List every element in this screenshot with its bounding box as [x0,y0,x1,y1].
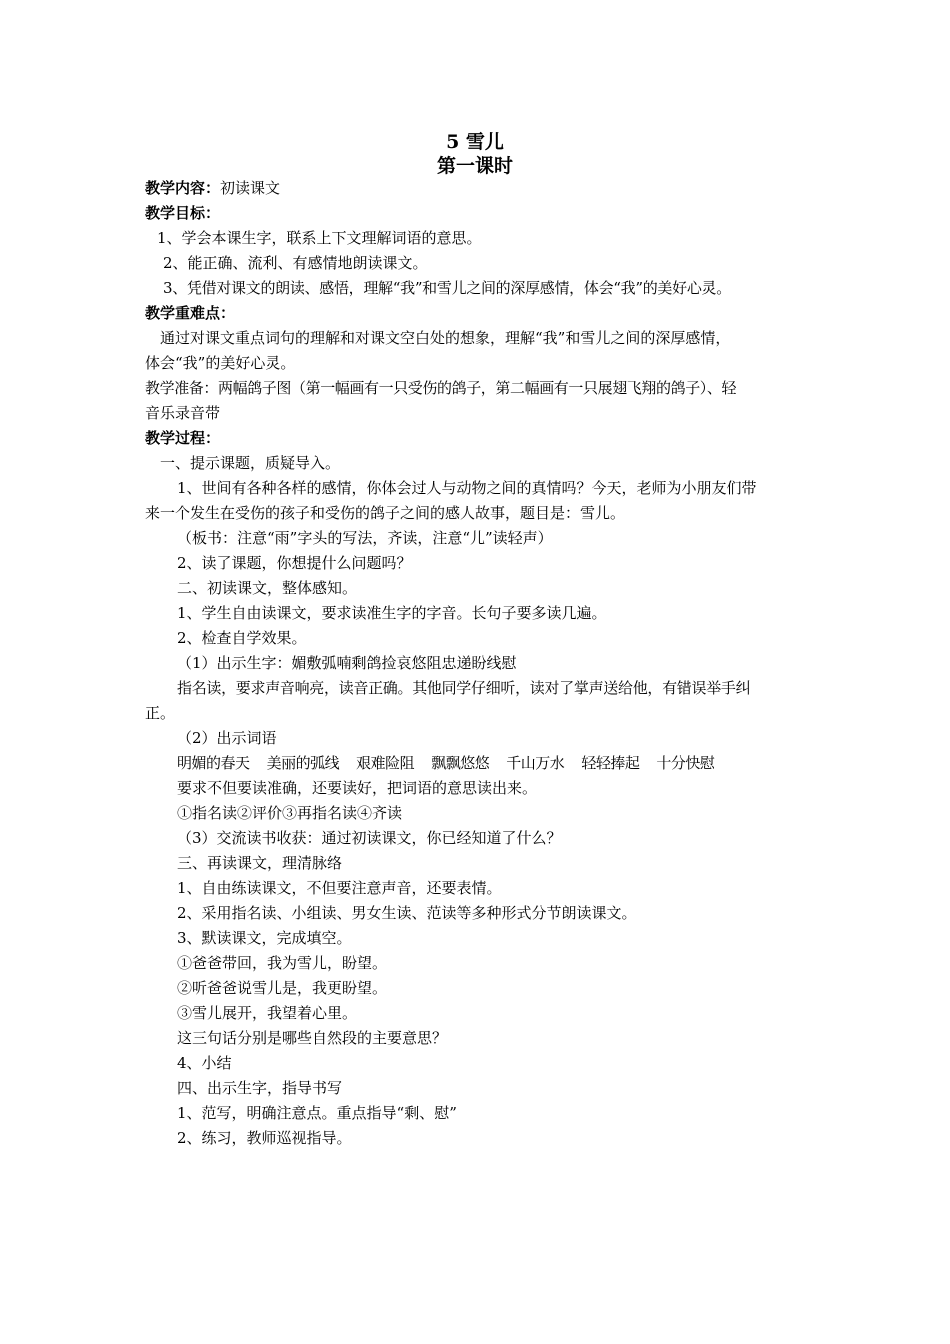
process-line: 1、世间有各种各样的感情，你体会过人与动物之间的真情吗？今天，老师为小朋友们带 [177,479,757,497]
process-line: 1、学生自由读课文，要求读准生字的字音。长句子要多读几遍。 [177,604,607,622]
process-line: 要求不但要读准确，还要读好，把词语的意思读出来。 [177,779,538,797]
process-line: 4、小结 [177,1054,232,1072]
key-points-line-1: 通过对课文重点词句的理解和对课文空白处的想象，理解“我”和雪儿之间的深厚感情， [160,329,731,347]
process-line: 四、出示生字，指导书写 [177,1079,343,1097]
prep-line-1: 教学准备：两幅鸽子图（第一幅画有一只受伤的鸽子，第二幅画有一只展翅飞翔的鸽子）、轻 [145,379,737,397]
process-line: 二、初读课文，整体感知。 [177,579,358,597]
process-line: （1）出示生字：媚敷弧喃剩鸽捡哀悠阻忠递盼线慰 [177,654,517,672]
content-label: 教学内容： [145,179,221,197]
process-line: ③雪儿展开，我望着心里。 [177,1004,358,1022]
process-line: 明媚的春天 美丽的弧线 艰难险阻 飘飘悠悠 千山万水 轻轻捧起 十分快慰 [177,754,715,772]
process-line: 一、提示课题，质疑导入。 [160,454,341,472]
process-label: 教学过程： [145,429,221,447]
process-line: 这三句话分别是哪些自然段的主要意思？ [177,1029,448,1047]
process-line: 3、默读课文，完成填空。 [177,929,352,947]
prep-line-2: 音乐录音带 [145,404,221,422]
goal-3: 3、凭借对课文的朗读、感悟，理解“我”和雪儿之间的深厚感情，体会“我”的美好心灵。 [163,279,731,297]
process-line: （板书：注意“雨”字头的写法，齐读，注意“儿”读轻声） [177,529,553,547]
process-line: 2、读了课题，你想提什么问题吗？ [177,554,412,572]
goals-label: 教学目标： [145,204,221,222]
process-line: 2、检查自学效果。 [177,629,307,647]
process-line: 1、自由练读课文，不但要注意声音，还要表情。 [177,879,502,897]
process-line: ②听爸爸说雪儿是，我更盼望。 [177,979,388,997]
process-line: 指名读，要求声音响亮，读音正确。其他同学仔细听，读对了掌声送给他，有错误举手纠 [177,679,751,697]
content-value: 初读课文 [220,179,281,197]
process-line: 1、范写，明确注意点。重点指导“剩、慰” [177,1104,457,1122]
goal-1: 1、学会本课生字，联系上下文理解词语的意思。 [157,229,482,247]
process-line: 2、练习，教师巡视指导。 [177,1129,352,1147]
process-line: 三、再读课文，理清脉络 [177,854,343,872]
process-line: ①指名读②评价③再指名读④齐读 [177,804,403,822]
process-line: 2、采用指名读、小组读、男女生读、范读等多种形式分节朗读课文。 [177,904,637,922]
content-line [145,178,280,198]
process-line: 正。 [145,704,176,722]
goal-2: 2、能正确、流利、有感情地朗读课文。 [163,254,428,272]
key-points-line-2: 体会“我”的美好心灵。 [145,354,296,372]
key-points-label: 教学重难点： [145,304,236,322]
process-line: （2）出示词语 [177,729,277,747]
lesson-title: 5 雪儿 [446,131,504,153]
lesson-subtitle: 第一课时 [436,155,513,177]
process-line: 来一个发生在受伤的孩子和受伤的鸽子之间的感人故事，题目是：雪儿。 [145,504,626,522]
process-line: （3）交流读书收获：通过初读课文，你已经知道了什么？ [177,829,562,847]
process-line: ①爸爸带回，我为雪儿，盼望。 [177,954,388,972]
